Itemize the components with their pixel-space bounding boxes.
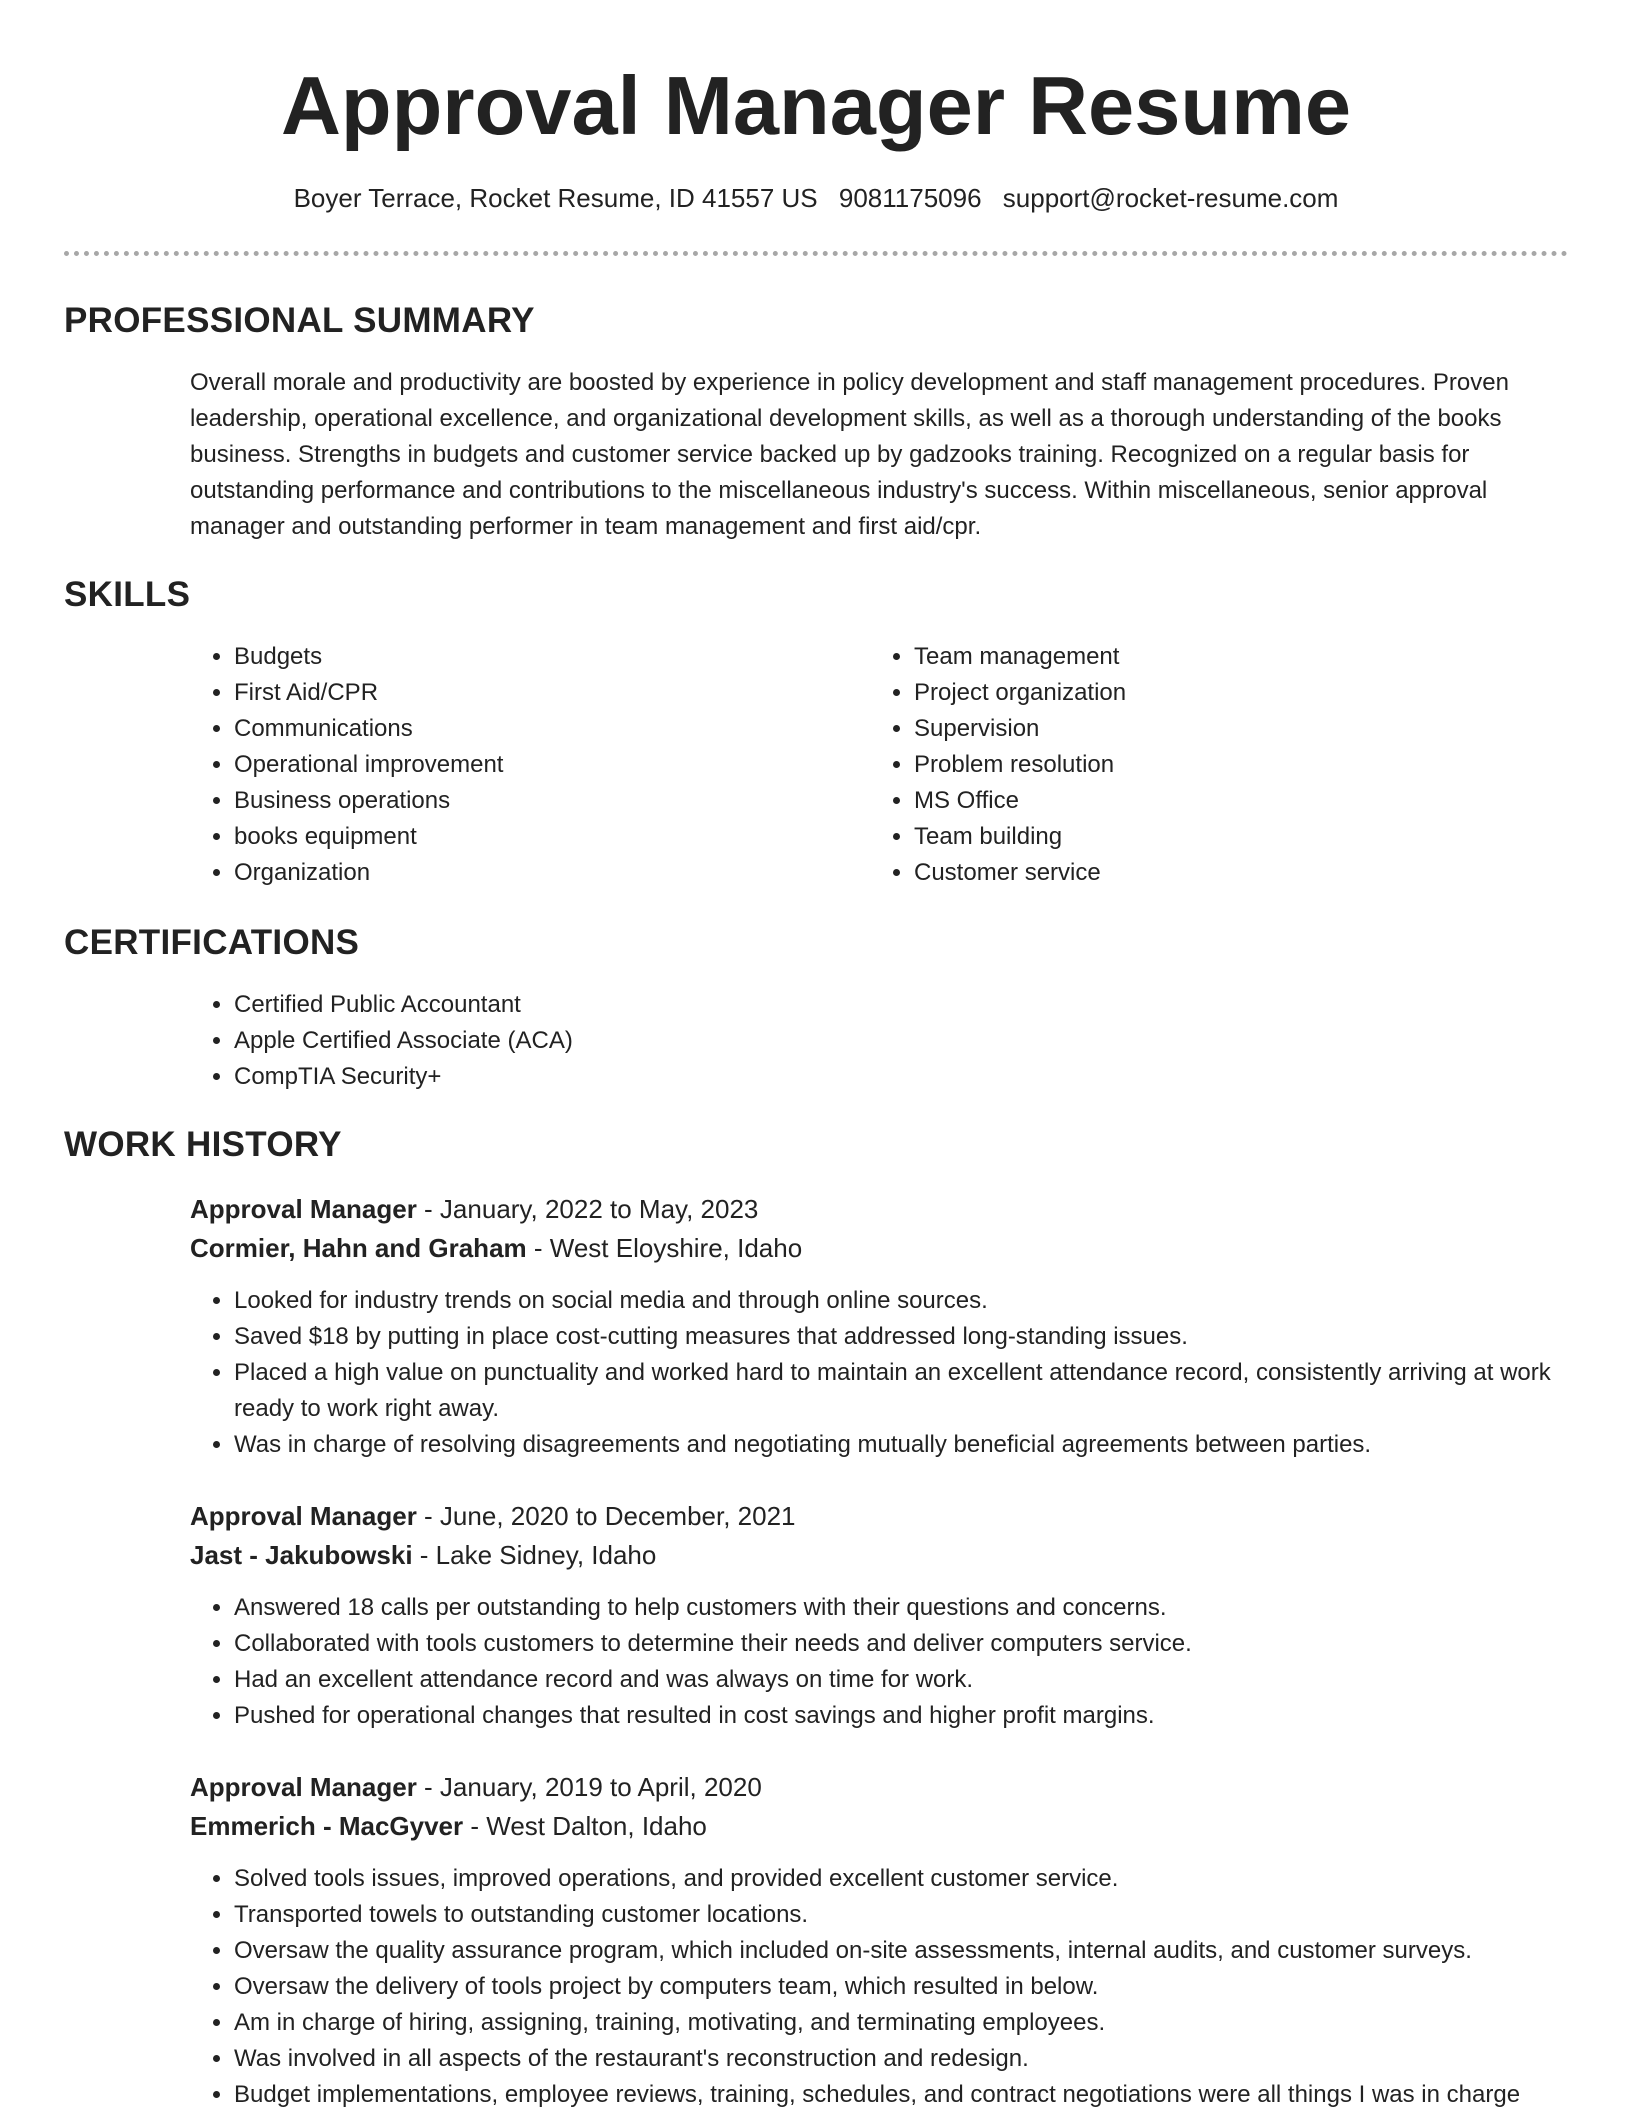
list-item: • Apple Certified Associate (ACA) (234, 1023, 1574, 1059)
contact-line (0, 180, 1632, 216)
job-bullets (190, 1590, 1588, 1734)
job-dates: - June, 2020 to December, 2021 (416, 1501, 796, 1531)
job-title: Approval Manager (190, 1501, 417, 1531)
list-item: • Transported towels to outstanding customer locations. (234, 1897, 1588, 1933)
list-item: • Problem resolution (914, 747, 1574, 783)
list-item: • Supervision (914, 711, 1574, 747)
job-title-line (190, 1768, 762, 1806)
list-item: • Customer service (914, 855, 1574, 891)
job-company: Emmerich - MacGyver (190, 1811, 464, 1841)
list-item: • Team building (914, 819, 1574, 855)
job-company-line (190, 1536, 656, 1574)
list-item: • First Aid/CPR (234, 675, 854, 711)
header-divider (64, 251, 1568, 256)
job-dates: - January, 2022 to May, 2023 (416, 1194, 759, 1224)
list-item: • Project organization (914, 675, 1574, 711)
job-company-line (190, 1229, 802, 1267)
list-item: • books equipment (234, 819, 854, 855)
list-item: • Answered 18 calls per outstanding to help customers with their questions and concerns. (234, 1590, 1588, 1626)
list-item: • Was in charge of resolving disagreements and negotiating mutually beneficial agreements between parties. (234, 1427, 1588, 1463)
job-company: Cormier, Hahn and Graham (190, 1233, 527, 1263)
list-item: • Pushed for operational changes that resulted in cost savings and higher profit margins. (234, 1698, 1588, 1734)
certifications-list (190, 987, 1574, 1095)
work-history-heading: WORK HISTORY (64, 1125, 342, 1164)
contact-phone: 9081175096 (838, 183, 982, 213)
list-item: • Oversaw the quality assurance program, which included on-site assessments, internal audits, and customer surveys. (234, 1933, 1588, 1969)
job-location: - West Dalton, Idaho (463, 1811, 707, 1841)
summary-heading: PROFESSIONAL SUMMARY (64, 301, 535, 340)
list-item: • Collaborated with tools customers to determine their needs and deliver computers service. (234, 1626, 1588, 1662)
job-location: - West Eloyshire, Idaho (526, 1233, 803, 1263)
job-title: Approval Manager (190, 1772, 417, 1802)
job-title-line (190, 1190, 758, 1228)
list-item: • Was involved in all aspects of the restaurant's reconstruction and redesign. (234, 2041, 1588, 2077)
contact-email: support@rocket-resume.com (1002, 183, 1339, 213)
summary-text: Overall morale and productivity are boosted by experience in policy development and staff management procedures. Proven leadership, operational excellence, and organizational development skills, as well as a thorough understanding of the books business. Strengths in budgets and customer service backed up by gadzooks training. Recognized on a regular basis for outstanding performance and contributions to the miscellaneous industry's success. Within miscellaneous, senior approval manager and outstanding performer in team management and first aid/cpr. (190, 369, 1509, 540)
job-company: Jast - Jakubowski (190, 1540, 413, 1570)
skills-list-right (870, 639, 1574, 891)
job-title: Approval Manager (190, 1194, 417, 1224)
job-company-line (190, 1807, 707, 1845)
job-bullets (190, 1283, 1588, 1463)
list-item: • Budget implementations, employee reviews, training, schedules, and contract negotiations were all things I was in charge (234, 2077, 1588, 2113)
list-item: • Communications (234, 711, 854, 747)
list-item: • Budgets (234, 639, 854, 675)
skills-heading: SKILLS (64, 575, 191, 614)
list-item: • Solved tools issues, improved operations, and provided excellent customer service. (234, 1861, 1588, 1897)
list-item: • Certified Public Accountant (234, 987, 1574, 1023)
list-item: • Placed a high value on punctuality and worked hard to maintain an excellent attendance record, consistently arriving at work ready to work right away. (234, 1355, 1588, 1427)
list-item: • Organization (234, 855, 854, 891)
list-item: • MS Office (914, 783, 1574, 819)
list-item: • Business operations (234, 783, 854, 819)
skills-list-left (190, 639, 854, 891)
certifications-heading: CERTIFICATIONS (64, 923, 360, 962)
job-title-line (190, 1497, 796, 1535)
list-item: • Saved $18 by putting in place cost-cutting measures that addressed long-standing issues. (234, 1319, 1588, 1355)
list-item: • Looked for industry trends on social media and through online sources. (234, 1283, 1588, 1319)
job-location: - Lake Sidney, Idaho (412, 1540, 657, 1570)
list-item: • Oversaw the delivery of tools project by computers team, which resulted in below. (234, 1969, 1588, 2005)
list-item: • Am in charge of hiring, assigning, training, motivating, and terminating employees. (234, 2005, 1588, 2041)
list-item: • Had an excellent attendance record and was always on time for work. (234, 1662, 1588, 1698)
list-item: • Operational improvement (234, 747, 854, 783)
list-item: • CompTIA Security+ (234, 1059, 1574, 1095)
list-item: • Team management (914, 639, 1574, 675)
job-bullets (190, 1861, 1588, 2113)
page-title: Approval Manager Resume (280, 59, 1352, 152)
job-dates: - January, 2019 to April, 2020 (416, 1772, 762, 1802)
contact-address: Boyer Terrace, Rocket Resume, ID 41557 US (293, 183, 818, 213)
